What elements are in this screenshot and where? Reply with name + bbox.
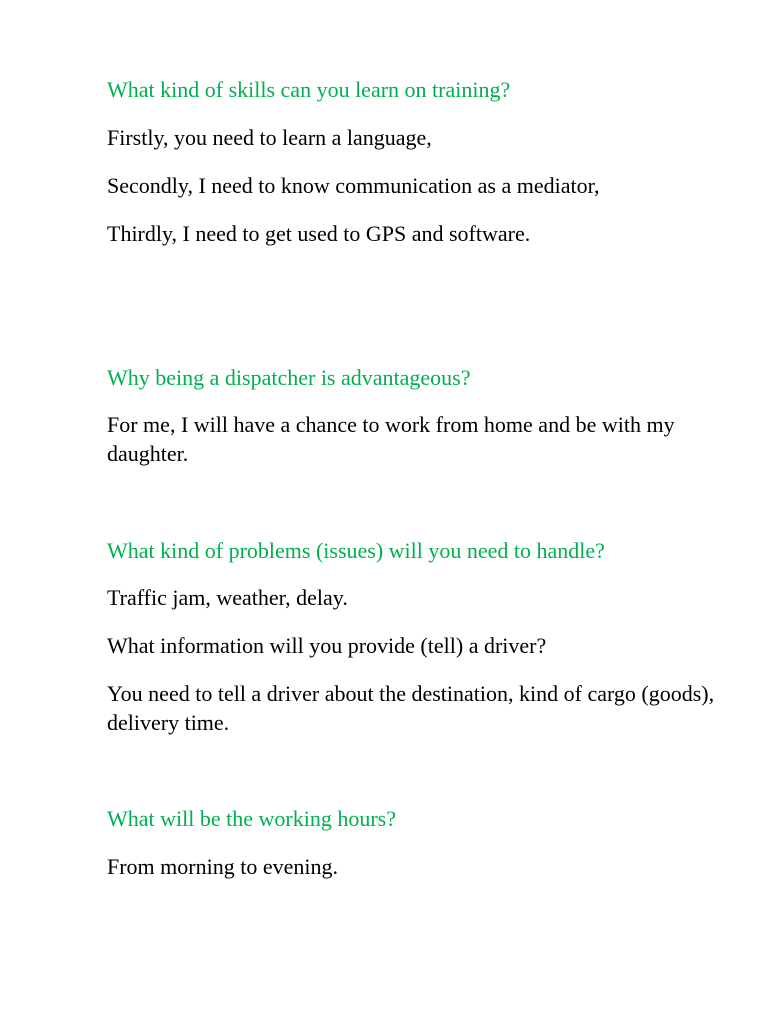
answer-line: What information will you provide (tell) a driver?: [107, 633, 547, 658]
question-working-hours: What will be the working hours?: [107, 806, 396, 831]
question-problems-to-handle: What kind of problems (issues) will you need to handle?: [107, 538, 605, 563]
answer-line: For me, I will have a chance to work from home and be with my daughter.: [107, 412, 675, 466]
answer-line: Firstly, you need to learn a language,: [107, 125, 432, 150]
answer-line: Traffic jam, weather, delay.: [107, 585, 348, 610]
answer-line: You need to tell a driver about the destination, kind of cargo (goods), delivery time.: [107, 681, 715, 735]
answer-line: From morning to evening.: [107, 854, 338, 879]
answer-line: Secondly, I need to know communication as a mediator,: [107, 173, 600, 198]
question-dispatcher-advantage: Why being a dispatcher is advantageous?: [107, 365, 471, 390]
answer-line: Thirdly, I need to get used to GPS and software.: [107, 221, 531, 246]
question-training-skills: What kind of skills can you learn on training?: [107, 77, 511, 102]
